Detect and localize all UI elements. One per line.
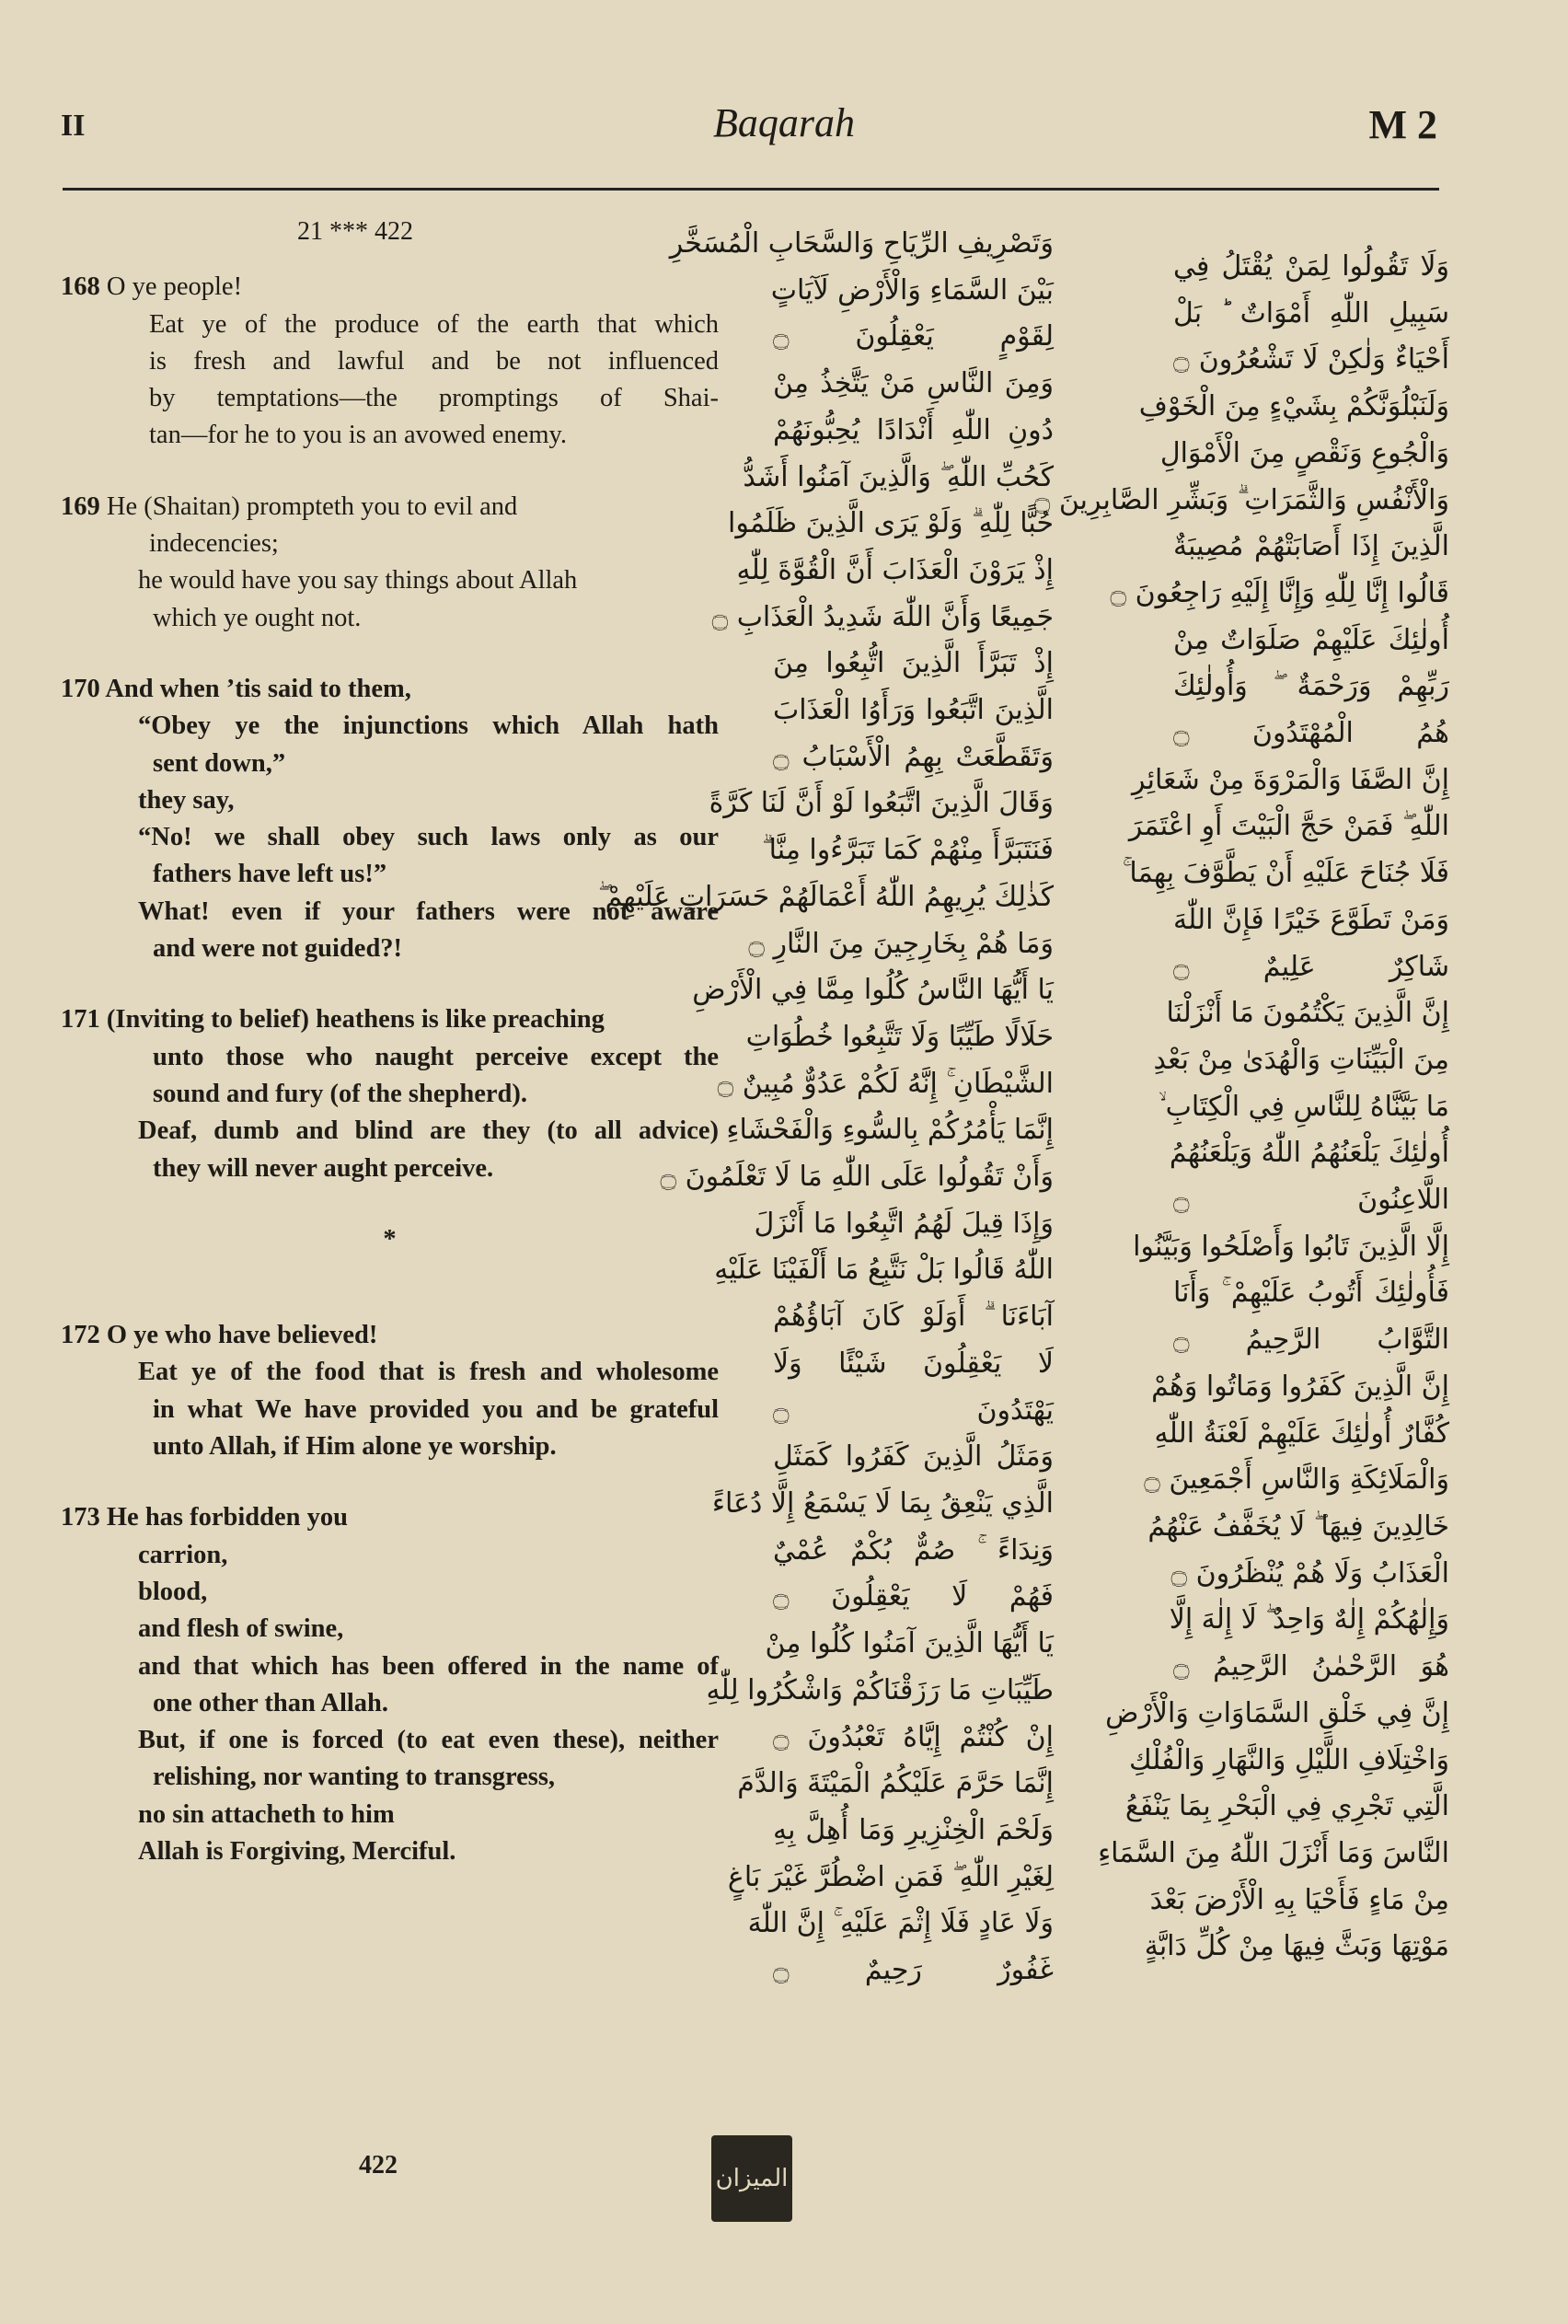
arabic-line: أُولٰئِكَ يَلْعَنُهُمُ اللّٰهُ وَيَلْعَنُهُمُ	[1169, 1137, 1449, 1170]
arabic-line: إِنَّمَا يَأْمُرُكُمْ بِالسُّوءِ وَالْفَحْشَاءِ	[726, 1114, 1054, 1147]
verse-number: 170	[61, 674, 106, 703]
arabic-line: وَمَنْ تَطَوَّعَ خَيْرًا فَإِنَّ اللّٰهَ	[1173, 903, 1449, 936]
arabic-line: خَالِدِينَ فِيهَا ۖ لَا يُخَفَّفُ عَنْهُمُ	[1147, 1509, 1449, 1543]
verse-head-text: He has forbidden you	[106, 1503, 348, 1532]
arabic-line: الشَّيْطَانِ ۚ إِنَّهُ لَكُمْ عَدُوٌّ مُبِينٌ ۝	[717, 1067, 1054, 1100]
arabic-line: وَالْمَلَائِكَةِ وَالنَّاسِ أَجْمَعِينَ ۝	[1144, 1463, 1449, 1497]
arabic-line: وَنِدَاءً ۚ صُمٌّ بُكْمٌ عُمْيٌ	[773, 1533, 1054, 1567]
arabic-line: وَلَا تَقُولُوا لِمَنْ يُقْتَلُ فِي	[1173, 250, 1449, 283]
arabic-line: أُولٰئِكَ عَلَيْهِمْ صَلَوَاتٌ مِنْ	[1173, 623, 1449, 656]
arabic-line: فَنَتَبَرَّأَ مِنْهُمْ كَمَا تَبَرَّءُوا مِنَّا ۗ	[762, 834, 1054, 867]
volume-number: II	[61, 109, 86, 143]
verse-line: tan—for he to you is an avowed enemy.	[149, 421, 568, 450]
verse-172	[61, 1317, 719, 1465]
arabic-line: دُونِ اللّٰهِ أَنْدَادًا يُحِبُّونَهُمْ	[773, 413, 1054, 446]
verse-number: 168	[61, 272, 107, 302]
arabic-line: وَقَالَ الَّذِينَ اتَّبَعُوا لَوْ أَنَّ لَنَا كَرَّةً	[709, 787, 1054, 820]
arabic-line: وَإِلٰهُكُمْ إِلٰهٌ وَاحِدٌ ۖ لَا إِلٰهَ إِلَّا	[1169, 1603, 1449, 1636]
arabic-line: الْعَذَابُ وَلَا هُمْ يُنْظَرُونَ ۝	[1170, 1556, 1449, 1590]
verse-line: What! even if your fathers were not aware	[138, 896, 719, 926]
header-rule	[63, 188, 1439, 191]
verse-line: relishing, nor wanting to transgress,	[153, 1763, 556, 1792]
arabic-line: وَلَا عَادٍ فَلَا إِثْمَ عَلَيْهِ ۚ إِنَّ اللّٰهَ	[747, 1907, 1054, 1940]
arabic-line: رَبِّهِمْ وَرَحْمَةٌ ۖ وَأُولٰئِكَ	[1173, 670, 1449, 703]
arabic-line: طَيِّبَاتِ مَا رَزَقْنَاكُمْ وَاشْكُرُوا لِلّٰهِ	[706, 1673, 1054, 1706]
arabic-line: أَحْيَاءٌ وَلٰكِنْ لَا تَشْعُرُونَ ۝	[1173, 343, 1449, 376]
verse-170	[61, 671, 719, 967]
verse-number: 172	[61, 1321, 107, 1350]
verse-line: carrion,	[138, 1540, 228, 1569]
arabic-line: النَّاسَ وَمَا أَنْزَلَ اللّٰهُ مِنَ السَّمَاءِ	[1098, 1836, 1449, 1869]
verse-line: in what We have provided you and be grateful	[153, 1394, 719, 1424]
verse-head-text: And when ’tis said to them,	[105, 674, 411, 703]
arabic-line: الَّذِينَ إِذَا أَصَابَتْهُمْ مُصِيبَةٌ	[1173, 530, 1449, 563]
verse-head	[61, 671, 719, 708]
arabic-line: إِنَّ فِي خَلْقِ السَّمَاوَاتِ وَالْأَرْضِ	[1105, 1696, 1449, 1729]
arabic-line: آبَاءَنَا ۗ أَوَلَوْ كَانَ آبَاؤُهُمْ	[773, 1301, 1054, 1334]
arabic-line: لِقَوْمٍ يَعْقِلُونَ ۝	[773, 320, 1054, 353]
verse-line: Deaf, dumb and blind are they (to all advice)	[138, 1116, 719, 1146]
verse-line: and that which has been offered in the name of	[138, 1651, 719, 1681]
verse-line: which ye ought not.	[153, 603, 362, 632]
arabic-line: قَالُوا إِنَّا لِلّٰهِ وَإِنَّا إِلَيْهِ رَاجِعُونَ ۝	[1110, 576, 1449, 609]
arabic-text-middle-column	[598, 221, 1054, 1994]
verse-line: But, if one is forced (to eat even these), neither	[138, 1726, 719, 1755]
arabic-line: وَإِذَا قِيلَ لَهُمُ اتَّبِعُوا مَا أَنْزَلَ	[754, 1207, 1054, 1240]
arabic-line: وَتَصْرِيفِ الرِّيَاحِ وَالسَّحَابِ الْمُسَخَّرِ	[669, 227, 1054, 260]
page-number: 422	[359, 2151, 398, 2179]
arabic-line: اللّٰهِ ۖ فَمَنْ حَجَّ الْبَيْتَ أَوِ اعْتَمَرَ	[1128, 810, 1449, 843]
verse-171	[61, 1001, 719, 1186]
arabic-line: إِنَّ الَّذِينَ كَفَرُوا وَمَاتُوا وَهُمْ	[1151, 1370, 1449, 1403]
arabic-line: فَهُمْ لَا يَعْقِلُونَ ۝	[773, 1580, 1054, 1613]
arabic-line: إِذْ تَبَرَّأَ الَّذِينَ اتُّبِعُوا مِنَ	[773, 647, 1054, 680]
verse-line: and flesh of swine,	[138, 1614, 344, 1644]
arabic-line: يَا أَيُّهَا الَّذِينَ آمَنُوا كُلُوا مِنْ	[765, 1627, 1054, 1660]
verse-line: fathers have left us!”	[153, 860, 387, 889]
verse-head-text: O ye who have believed!	[106, 1321, 378, 1350]
arabic-line: لَا يَعْقِلُونَ شَيْئًا وَلَا	[773, 1347, 1054, 1380]
verse-line: “Obey ye the injunctions which Allah hath	[138, 711, 719, 741]
verse-168	[61, 269, 719, 454]
arabic-line: وَاخْتِلَافِ اللَّيْلِ وَالنَّهَارِ وَالْفُلْكِ	[1128, 1743, 1449, 1776]
arabic-line: بَيْنَ السَّمَاءِ وَالْأَرْضِ لَآيَاتٍ	[770, 273, 1054, 306]
verse-173	[61, 1499, 719, 1870]
verse-line: he would have you say things about Allah	[138, 566, 578, 595]
verse-head-text: He (Shaitan) prompteth you to evil and	[106, 491, 518, 521]
verse-head-text: O ye people!	[106, 272, 243, 302]
verse-line: Allah is Forgiving, Merciful.	[138, 1836, 456, 1866]
verse-head	[61, 269, 719, 306]
verse-line: they say,	[138, 785, 235, 815]
verse-head	[61, 1001, 719, 1038]
arabic-line: وَالْأَنْفُسِ وَالثَّمَرَاتِ ۗ وَبَشِّرِ الصَّابِرِينَ ۝	[1033, 483, 1449, 516]
arabic-line: إِنَّ الَّذِينَ يَكْتُمُونَ مَا أَنْزَلْنَا	[1166, 997, 1449, 1030]
arabic-line: إِنَّ الصَّفَا وَالْمَرْوَةَ مِنْ شَعَائِرِ	[1132, 763, 1449, 796]
arabic-line: وَالْجُوعِ وَنَقْصٍ مِنَ الْأَمْوَالِ	[1159, 436, 1449, 469]
verse-number: 173	[61, 1503, 107, 1532]
verse-line: no sin attacheth to him	[138, 1799, 395, 1829]
arabic-line: وَلَنَبْلُوَنَّكُمْ بِشَيْءٍ مِنَ الْخَوْفِ	[1138, 390, 1449, 423]
arabic-line: هُوَ الرَّحْمٰنُ الرَّحِيمُ ۝	[1173, 1650, 1449, 1683]
arabic-line: إِلَّا الَّذِينَ تَابُوا وَأَصْلَحُوا وَبَيَّنُوا	[1133, 1230, 1449, 1263]
arabic-line: غَفُورٌ رَحِيمٌ ۝	[773, 1954, 1054, 1987]
arabic-line: هُمُ الْمُهْتَدُونَ ۝	[1173, 717, 1449, 750]
surah-title: Baqarah	[713, 100, 855, 145]
arabic-line: وَتَقَطَّعَتْ بِهِمُ الْأَسْبَابُ ۝	[773, 740, 1054, 773]
arabic-line: وَمَثَلُ الَّذِينَ كَفَرُوا كَمَثَلِ	[773, 1440, 1054, 1474]
verse-line: sent down,”	[153, 748, 286, 778]
arabic-line: لِغَيْرِ اللّٰهِ ۖ فَمَنِ اضْطُرَّ غَيْرَ بَاغٍ	[727, 1860, 1054, 1893]
arabic-line: اللَّاعِنُونَ ۝	[1173, 1184, 1449, 1217]
arabic-line: يَا أَيُّهَا النَّاسُ كُلُوا مِمَّا فِي الْأَرْضِ	[692, 974, 1054, 1007]
verse-head	[61, 1499, 719, 1536]
arabic-line: الَّتِي تَجْرِي فِي الْبَحْرِ بِمَا يَنْفَعُ	[1124, 1790, 1449, 1823]
verse-line: Eat ye of the produce of the earth that which	[149, 309, 719, 339]
arabic-line: وَمَا هُمْ بِخَارِجِينَ مِنَ النَّارِ ۝	[748, 927, 1054, 960]
verse-head-text: (Inviting to belief) heathens is like preaching	[106, 1005, 605, 1035]
arabic-line: شَاكِرٌ عَلِيمٌ ۝	[1173, 950, 1449, 983]
arabic-line: حَلَالًا طَيِّبًا وَلَا تَتَّبِعُوا خُطُوَاتِ	[745, 1020, 1054, 1053]
arabic-line: مَا بَيَّنَّاهُ لِلنَّاسِ فِي الْكِتَابِ ۙ	[1159, 1090, 1449, 1123]
arabic-line: سَبِيلِ اللّٰهِ أَمْوَاتٌ ؕ بَلْ	[1173, 296, 1449, 330]
arabic-line: كُفَّارٌ أُولٰئِكَ عَلَيْهِمْ لَعْنَةُ اللّٰهِ	[1154, 1416, 1449, 1450]
arabic-line: جَمِيعًا وَأَنَّ اللّٰهَ شَدِيدُ الْعَذَابِ ۝	[711, 600, 1054, 633]
arabic-line: الَّذِي يَنْعِقُ بِمَا لَا يَسْمَعُ إِلَّا دُعَاءً	[711, 1486, 1054, 1520]
arabic-line: كَحُبِّ اللّٰهِ ۖ وَالَّذِينَ آمَنُوا أَشَدُّ	[743, 460, 1054, 493]
arabic-line: فَأُولٰئِكَ أَتُوبُ عَلَيْهِمْ ۚ وَأَنَا	[1173, 1277, 1449, 1310]
manzil-label: M 2	[1368, 102, 1437, 147]
verse-head	[61, 1317, 719, 1354]
arabic-line: إِنْ كُنْتُمْ إِيَّاهُ تَعْبُدُونَ ۝	[773, 1720, 1054, 1753]
verse-number: 169	[61, 491, 107, 521]
section-separator: *	[383, 1224, 397, 1254]
arabic-line: حُبًّا لِلّٰهِ ۗ وَلَوْ يَرَى الَّذِينَ ظَلَمُوا	[728, 507, 1054, 540]
arabic-line: فَلَا جُنَاحَ عَلَيْهِ أَنْ يَطَّوَّفَ بِهِمَا ۚ	[1122, 857, 1449, 890]
verse-head	[61, 489, 719, 526]
arabic-line: إِذْ يَرَوْنَ الْعَذَابَ أَنَّ الْقُوَّةَ لِلّٰهِ	[736, 553, 1054, 586]
verse-line: blood,	[138, 1577, 208, 1606]
verse-line: unto Allah, if Him alone ye worship.	[153, 1432, 557, 1462]
arabic-line: مِنَ الْبَيِّنَاتِ وَالْهُدَىٰ مِنْ بَعْدِ	[1153, 1043, 1449, 1076]
publisher-logo: الميزان	[711, 2135, 792, 2222]
verse-line: and were not guided?!	[153, 934, 403, 964]
verse-number: 171	[61, 1005, 107, 1035]
verse-line: sound and fury (of the shepherd).	[153, 1079, 527, 1108]
arabic-line: وَمِنَ النَّاسِ مَنْ يَتَّخِذُ مِنْ	[773, 367, 1054, 400]
english-translation-column	[61, 214, 719, 1904]
arabic-line: وَلَحْمَ الْخِنْزِيرِ وَمَا أُهِلَّ بِهِ	[773, 1813, 1054, 1846]
verse-line: is fresh and lawful and be not influenced	[149, 346, 719, 376]
arabic-line: مِنْ مَاءٍ فَأَحْيَا بِهِ الْأَرْضَ بَعْدَ	[1149, 1883, 1449, 1916]
arabic-line: اللّٰهُ قَالُوا بَلْ نَتَّبِعُ مَا أَلْفَيْنَا عَلَيْهِ	[714, 1254, 1054, 1287]
arabic-line: يَهْتَدُونَ ۝	[773, 1393, 1054, 1427]
arabic-text-right-column	[1033, 244, 1449, 1971]
verse-line: they will never aught perceive.	[153, 1153, 494, 1183]
arabic-line: وَأَنْ تَقُولُوا عَلَى اللّٰهِ مَا لَا تَعْلَمُونَ ۝	[660, 1161, 1054, 1194]
verse-line: indecencies;	[149, 529, 279, 559]
verse-line: unto those who naught perceive except the	[153, 1042, 719, 1071]
arabic-line: التَّوَّابُ الرَّحِيمُ ۝	[1173, 1324, 1449, 1357]
arabic-line: إِنَّمَا حَرَّمَ عَلَيْكُمُ الْمَيْتَةَ وَالدَّمَ	[737, 1767, 1054, 1800]
verse-line: “No! we shall obey such laws only as our	[138, 823, 719, 852]
verse-list	[61, 269, 719, 1870]
arabic-line: الَّذِينَ اتَّبَعُوا وَرَأَوُا الْعَذَابَ	[773, 694, 1054, 727]
arabic-line: مَوْتِهَا وَبَثَّ فِيهَا مِنْ كُلِّ دَابَّةٍ	[1144, 1930, 1449, 1963]
verse-line: by temptations—the promptings of Shai-	[149, 384, 719, 413]
verse-line: Eat ye of the food that is fresh and wholesome	[138, 1358, 719, 1387]
arabic-line: كَذٰلِكَ يُرِيهِمُ اللّٰهُ أَعْمَالَهُمْ حَسَرَاتٍ عَلَيْهِمْ ۖ	[598, 880, 1054, 913]
verse-169	[61, 489, 719, 637]
verse-line: one other than Allah.	[153, 1688, 389, 1717]
page-reference: 21 *** 422	[297, 217, 413, 246]
page-header	[0, 0, 1568, 193]
